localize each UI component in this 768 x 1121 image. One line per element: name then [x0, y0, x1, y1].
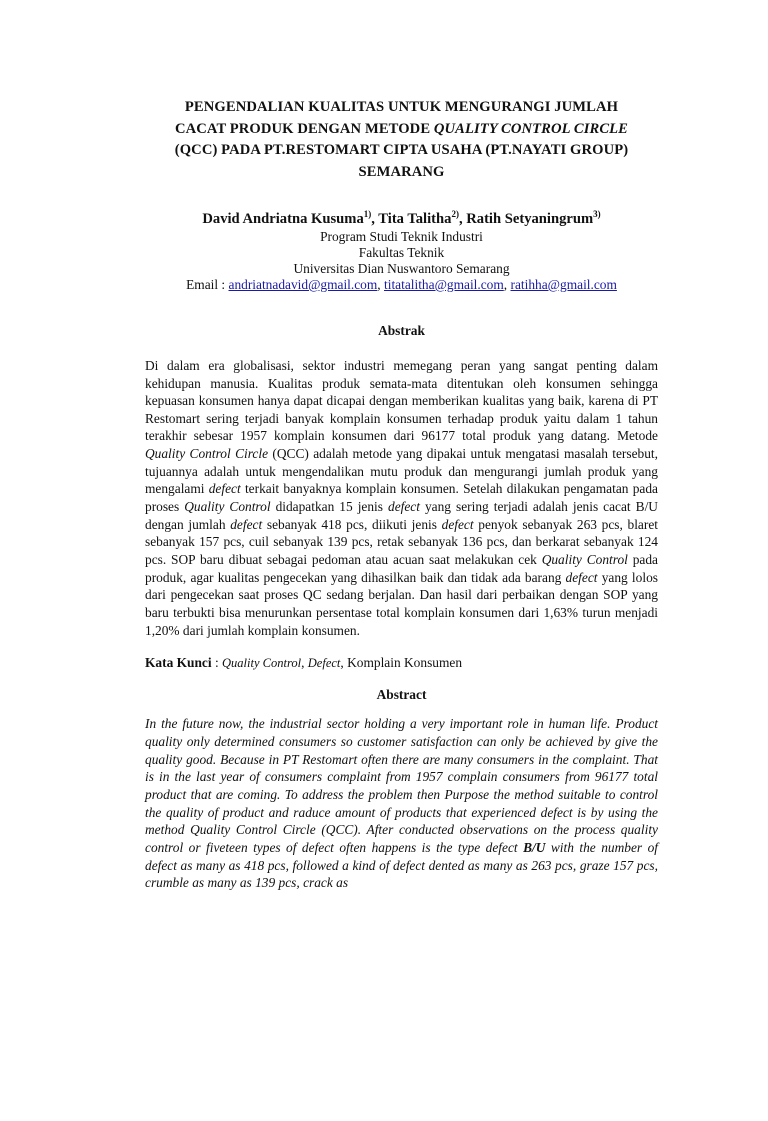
author-affil-mark: 3)	[593, 209, 601, 219]
keyword-2: Defect	[307, 656, 341, 671]
abstrak-text: sebanyak 418 pcs, diikuti jenis	[262, 516, 442, 532]
abstrak-italic-term: defect	[565, 569, 598, 585]
author-affil-mark: 1)	[363, 209, 372, 219]
abstrak-italic-term: Quality Control	[184, 499, 271, 515]
author-separator: ,	[371, 210, 379, 227]
abstrak-text: yang sering terjadi adalah jenis cacat B/U dengan jumlah	[145, 499, 658, 532]
email-link-2[interactable]: titatalitha@gmail.com	[384, 276, 504, 292]
title-line-2	[145, 119, 658, 141]
email-link-3[interactable]: ratihha@gmail.com	[510, 276, 617, 292]
keyword-1: Quality Control	[222, 656, 302, 671]
abstract-text-c: with the number of defect as many as 418 pcs, followed a kind of defect dented as many as 263 pcs, graze 157 pcs, crumble as many as 139 pcs, crack as	[145, 839, 658, 891]
abstrak-text: pada produk, agar kualitas pengecekan yang dihasilkan baik dan tidak ada barang	[145, 552, 658, 585]
keywords-colon: :	[211, 655, 223, 671]
abstract-text-a: In the future now, the industrial sector holding a very important role in human life. Product quality only determined consumers so customer satisfaction can only be achieved by give the quality good. Because in PT Restomart often there are many consumers in the complaint. That is in the last year of consumers complaint from 1957 complain consumers from 96177 total product that are coming. To address the problem then Purpose the method suitable to control the quality of product and raduce amount of products that experienced defect is by using the method Quality Control Circle (QCC). After conducted observations on the process quality control or fiveteen types of defect often happens is the type defect	[145, 716, 658, 855]
abstrak-italic-term: defect	[441, 516, 474, 532]
author-separator: ,	[458, 210, 467, 227]
abstrak-italic-term: Quality Control Circle	[145, 446, 269, 462]
abstrak-text: penyok sebanyak 263 pcs, blaret sebanyak 157 pcs, cuil sebanyak 139 pcs, retak sebanyak 136 pcs, dan berkarat sebanyak 124 pcs. SOP baru dibuat sebagai pedoman atau acuan saat melakukan cek	[145, 516, 658, 568]
title-line-2-text: CACAT PRODUK DENGAN METODE	[174, 120, 434, 137]
abstrak-text: Di dalam era globalisasi, sektor industri memegang peran yang sangat penting dalam kehidupan manusia. Kualitas produk semata-mata ditentukan oleh konsumen sehingga kepuasan konsumen hanya dapat dicapai dengan memberikan kualitas yang baik, karena di PT Restomart sering terjadi banyak komplain konsumen terhadap produk yaitu dalam 1 tahun terakhir sebesar 1957 komplain konsumen dari 96177 total produk yang datang. Metode	[145, 357, 658, 444]
email-separator: ,	[503, 276, 511, 292]
paper-page	[0, 97, 768, 1121]
author-list	[145, 205, 658, 229]
abstrak-italic-term: defect	[388, 499, 420, 515]
abstrak-italic-term: defect	[208, 481, 241, 497]
abstrak-text: yang lolos dari pengecekan saat proses QC sedang berjalan. Dan hasil dari perbaikan dengan SOP yang baru terbukti bisa menurunkan persentase total komplain konsumen dari 1,63% turun menjadi 1,20% dari jumlah komplain konsumen.	[145, 569, 658, 638]
email-line	[145, 277, 658, 293]
email-separator: ,	[377, 276, 384, 292]
affiliation-program: Program Studi Teknik Industri	[320, 228, 483, 244]
keywords-line	[145, 655, 658, 671]
keyword-separator: ,	[301, 655, 308, 671]
abstrak-body	[145, 357, 658, 640]
abstrak-italic-term: defect	[230, 516, 263, 532]
title-line-3: (QCC) PADA PT.RESTOMART CIPTA USAHA (PT.NAYATI GROUP)	[174, 142, 629, 158]
abstract-heading: Abstract	[376, 687, 427, 703]
affiliation-university: Universitas Dian Nuswantoro Semarang	[293, 260, 510, 276]
abstrak-text: didapatkan 15 jenis	[270, 499, 388, 515]
title-line-1: PENGENDALIAN KUALITAS UNTUK MENGURANGI JUMLAH	[184, 99, 619, 115]
keyword-rest: , Komplain Konsumen	[340, 655, 463, 671]
abstrak-text: (QCC) adalah metode yang dipakai untuk mengatasi masalah tersebut, tujuannya adalah untuk mengendalikan mutu produk dan mengurangi jumlah produk yang mengalami	[145, 446, 658, 497]
paper-title	[145, 97, 658, 183]
author-name: Tita Talitha	[378, 210, 452, 227]
title-line-2-italic: QUALITY CONTROL CIRCLE	[433, 120, 628, 137]
abstrak-heading: Abstrak	[378, 322, 425, 338]
author-name: David Andriatna Kusuma	[202, 210, 364, 227]
keywords-label: Kata Kunci	[145, 655, 212, 671]
email-label: Email :	[186, 276, 229, 292]
abstrak-italic-term: Quality Control	[541, 552, 628, 568]
abstract-body	[145, 715, 658, 892]
email-link-1[interactable]: andriatnadavid@gmail.com	[228, 276, 378, 292]
title-line-4: SEMARANG	[358, 163, 445, 180]
affiliation-faculty: Fakultas Teknik	[358, 244, 445, 260]
abstrak-text: terkait banyaknya komplain konsumen. Setelah dilakukan pengamatan pada proses	[145, 481, 658, 515]
author-affil-mark: 2)	[451, 209, 459, 219]
author-name: Ratih Setyaningrum	[466, 210, 594, 227]
abstract-text-bold: B/U	[523, 839, 546, 855]
